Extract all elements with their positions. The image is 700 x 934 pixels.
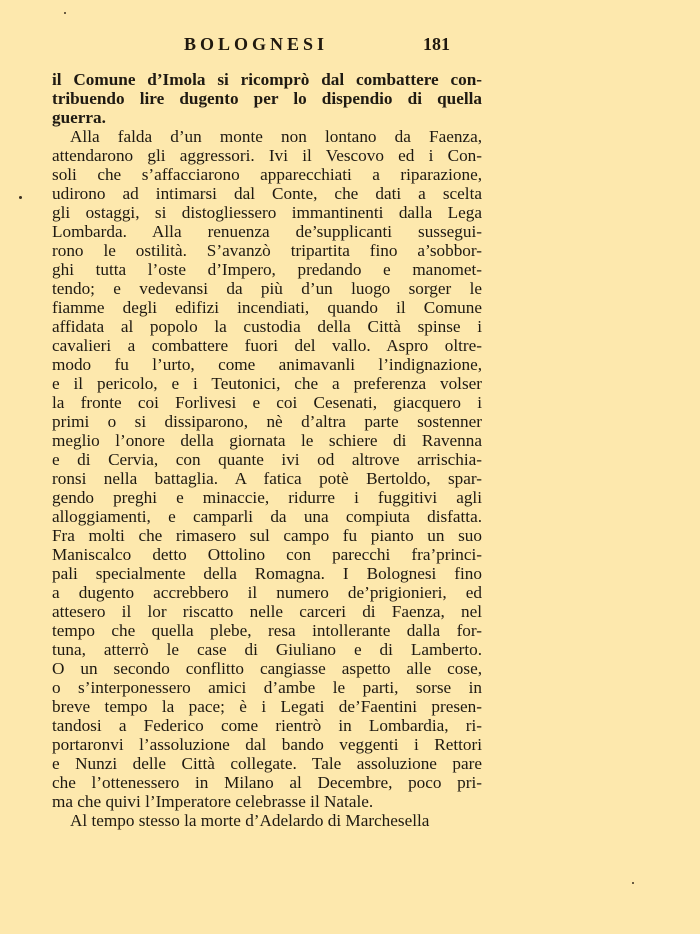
text-line: Fra molti che rimasero sul campo fu pianto un suo bbox=[52, 526, 482, 545]
text-line: che l’ottenessero in Milano al Decembre, poco pri- bbox=[52, 773, 482, 792]
text-line: Maniscalco detto Ottolino con parecchi fra’princi- bbox=[52, 545, 482, 564]
text-line: ma che quivi l’Imperatore celebrasse il Natale. bbox=[52, 792, 374, 811]
text-line: soli che s’affacciarono apparecchiati a riparazione, bbox=[52, 165, 482, 184]
text-line: e di Cervia, con quante ivi od altrove arrischia- bbox=[52, 450, 482, 469]
text-line: o s’interponessero amici d’ambe le parti, sorse in bbox=[52, 678, 482, 697]
text-line: Alla falda d’un monte non lontano da Faenza, bbox=[70, 127, 482, 146]
ink-speck bbox=[632, 882, 634, 884]
text-line: gendo preghi e minaccie, ridurre i fuggitivi agli bbox=[52, 488, 482, 507]
text-line: ghi tutta l’oste d’Impero, predando e manomet- bbox=[52, 260, 482, 279]
text-line: e il pericolo, e i Teutonici, che a preferenza volser bbox=[52, 374, 482, 393]
text-line: primi o si dissiparono, nè d’altra parte sostenner bbox=[52, 412, 482, 431]
page-header bbox=[0, 34, 700, 56]
text-line: il Comune d’Imola si ricomprò dal combattere con- bbox=[52, 70, 482, 89]
text-line: gli ostaggi, si distogliessero immantinenti dalla Lega bbox=[52, 203, 482, 222]
text-line: alloggiamenti, e camparli da una compiuta disfatta. bbox=[52, 507, 482, 526]
text-line: Al tempo stesso la morte d’Adelardo di Marchesella bbox=[70, 811, 430, 830]
text-line: fiamme degli edifizi incendiati, quando il Comune bbox=[52, 298, 482, 317]
text-line: a dugento accrebbero il numero de’prigionieri, ed bbox=[52, 583, 482, 602]
page-number: 181 bbox=[423, 34, 450, 54]
text-line: portaronvi l’assoluzione dal bando veggenti i Rettori bbox=[52, 735, 482, 754]
text-line: affidata al popolo la custodia della Città spinse i bbox=[52, 317, 482, 336]
running-title: BOLOGNESI bbox=[184, 34, 329, 54]
text-line: meglio l’onore della giornata le schiere di Ravenna bbox=[52, 431, 482, 450]
text-line: tempo che quella plebe, resa intollerante dalla for- bbox=[52, 621, 482, 640]
text-line: cavalieri a combattere fuori del vallo. Aspro oltre- bbox=[52, 336, 482, 355]
body-text bbox=[52, 70, 482, 830]
text-line: pali specialmente della Romagna. I Bolognesi fino bbox=[52, 564, 482, 583]
text-line: attesero il lor riscatto nelle carceri di Faenza, nel bbox=[52, 602, 482, 621]
text-line: O un secondo conflitto cangiasse aspetto alle cose, bbox=[52, 659, 482, 678]
text-line: rono le ostilità. S’avanzò tripartita fino a’sobbor- bbox=[52, 241, 482, 260]
text-line: e Nunzi delle Città collegate. Tale assoluzione pare bbox=[52, 754, 482, 773]
text-line: guerra. bbox=[52, 108, 106, 127]
text-line: breve tempo la pace; è i Legati de’Faentini presen- bbox=[52, 697, 482, 716]
text-line: la fronte coi Forlivesi e coi Cesenati, giacquero i bbox=[52, 393, 482, 412]
ink-speck bbox=[19, 196, 22, 199]
text-line: ronsi nella battaglia. A fatica potè Bertoldo, spar- bbox=[52, 469, 482, 488]
text-line: modo fu l’urto, come animavanli l’indignazione, bbox=[52, 355, 482, 374]
text-line: udirono ad intimarsi dal Conte, che dati a scelta bbox=[52, 184, 482, 203]
text-line: attendarono gli aggressori. Ivi il Vescovo ed i Con- bbox=[52, 146, 482, 165]
text-line: tribuendo lire dugento per lo dispendio di quella bbox=[52, 89, 482, 108]
text-line: Lombarda. Alla renuenza de’supplicanti sussegui- bbox=[52, 222, 482, 241]
text-line: tendo; e vedevansi da più d’un luogo sorger le bbox=[52, 279, 482, 298]
text-line: tuna, atterrò le case di Giuliano e di Lamberto. bbox=[52, 640, 482, 659]
ink-speck bbox=[64, 12, 66, 14]
text-line: tandosi a Federico come rientrò in Lombardia, ri- bbox=[52, 716, 482, 735]
